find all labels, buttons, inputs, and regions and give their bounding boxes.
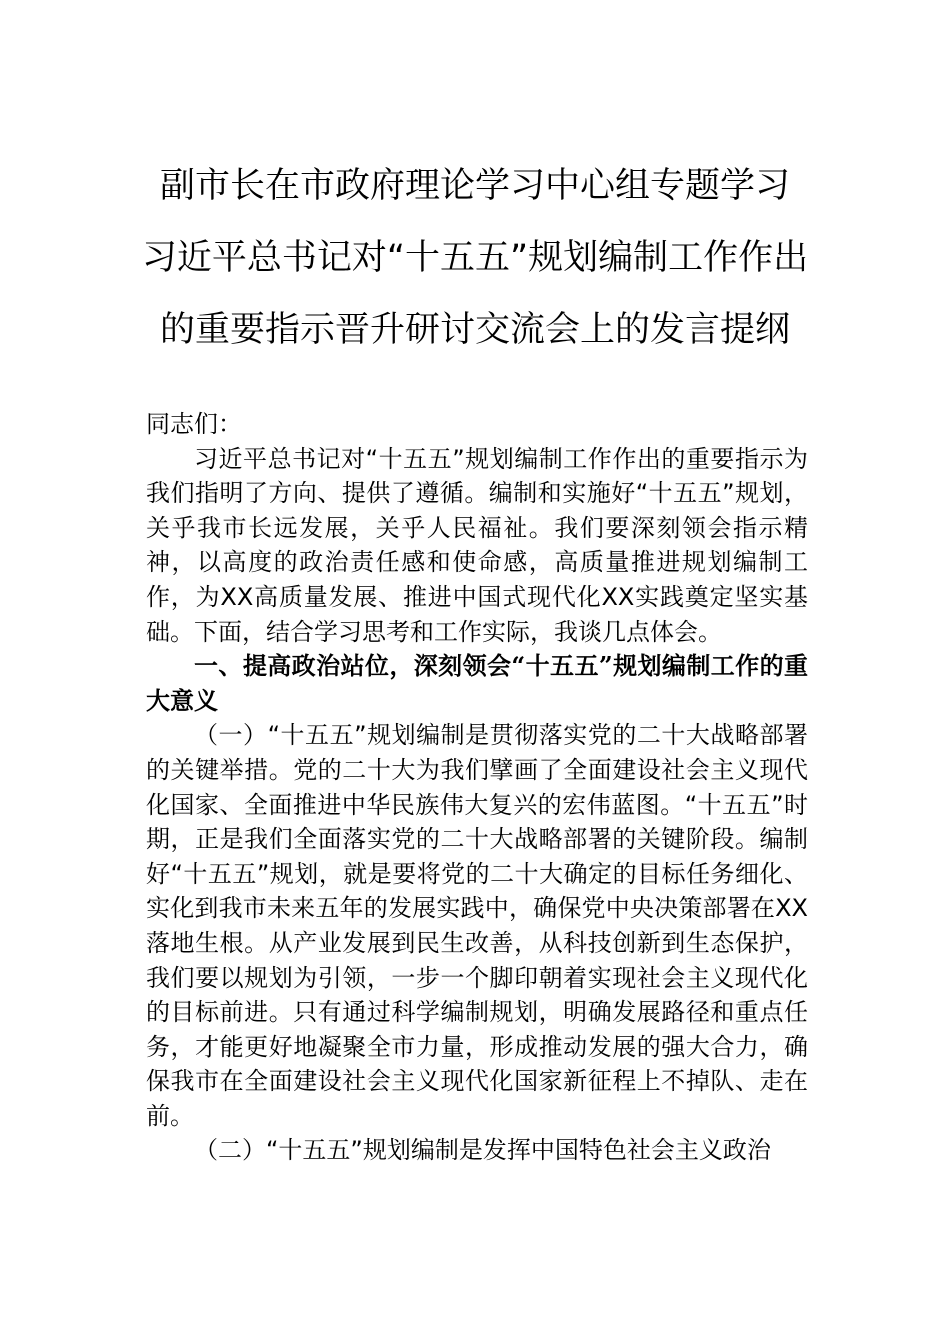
document-title bbox=[70, 150, 880, 366]
title-line-3: 的重要指示晋升研讨交流会上的发言提纲 bbox=[159, 310, 790, 350]
document-body bbox=[146, 407, 808, 1168]
title-line-2: 习近平总书记对“十五五”规划编制工作作出 bbox=[141, 238, 809, 278]
subsection-paragraph-1: （一）“十五五”规划编制是贯彻落实党的二十大战略部署的关键举措。党的二十大为我们擘画了全面建设社会主义现代化国家、全面推进中华民族伟大复兴的宏伟蓝图。“十五五”时期，正是我们全面落实党的二十大战略部署的关键阶段。编制好“十五五”规划，就是要将党的二十大确定的目标任务细化、实化到我市未来五年的发展实践中，确保党中央决策部署在XX落地生根。从产业发展到民生改善，从科技创新到生态保护，我们要以规划为引领，一步一个脚印朝着实现社会主义现代化的目标前进。只有通过科学编制规划，明确发展路径和重点任务，才能更好地凝聚全市力量，形成推动发展的强大合力，确保我市在全面建设社会主义现代化国家新征程上不掉队、走在前。 bbox=[146, 721, 808, 1130]
subsection-paragraph-2: （二）“十五五”规划编制是发挥中国特色社会主义政治 bbox=[194, 1136, 771, 1165]
title-line-1: 副市长在市政府理论学习中心组专题学习 bbox=[159, 166, 790, 206]
intro-paragraph: 习近平总书记对“十五五”规划编制工作作出的重要指示为我们指明了方向、提供了遵循。编制和实施好“十五五”规划，关乎我市长远发展，关乎人民福祉。我们要深刻领会指示精神，以高度的政治责任感和使命感，高质量推进规划编制工作，为XX高质量发展、推进中国式现代化XX实践奠定坚实基础。下面，结合学习思考和工作实际，我谈几点体会。 bbox=[146, 444, 808, 646]
greeting: 同志们： bbox=[146, 410, 242, 438]
section-heading-1: 一、提高政治站位，深刻领会“十五五”规划编制工作的重大意义 bbox=[146, 651, 808, 715]
